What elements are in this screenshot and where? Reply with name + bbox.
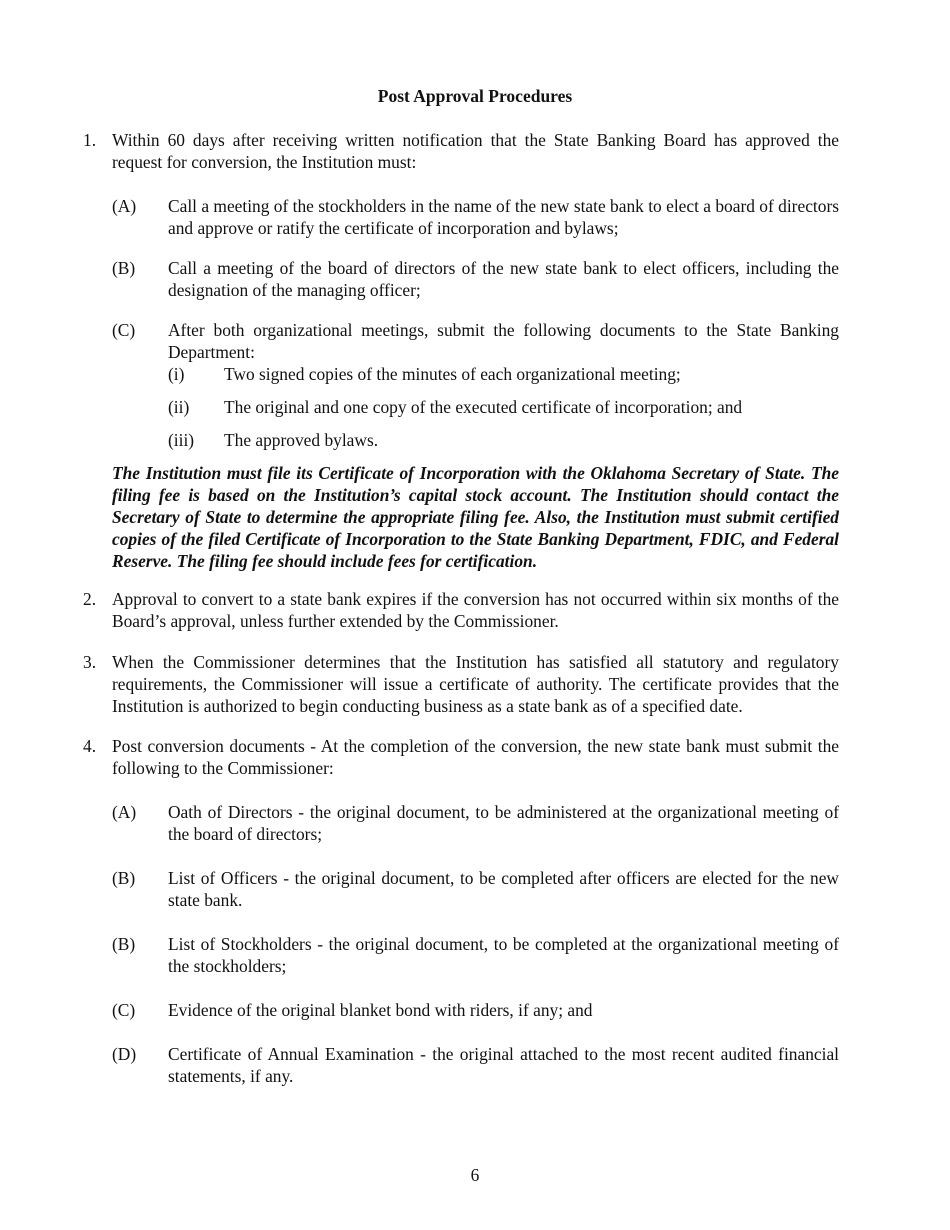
subitem-text: After both organizational meetings, submit the following documents to the State Banking Department: [168, 320, 839, 362]
item-text: Within 60 days after receiving written notification that the State Banking Board has approved the request for conversion, the Institution must: [112, 130, 839, 172]
subitem-label: (D) [112, 1044, 137, 1064]
subsubitem-label: (iii) [168, 430, 195, 450]
subitem-label: (A) [112, 802, 137, 822]
subitem-label: (C) [112, 1000, 136, 1020]
subitem-text: Call a meeting of the board of directors of the new state bank to elect officers, including the designation of the managing officer; [168, 258, 839, 300]
subitem-label: (B) [112, 934, 136, 954]
subsubitem-text: The approved bylaws. [224, 430, 379, 450]
page-title: Post Approval Procedures [377, 86, 573, 106]
item-number: 4. [83, 736, 97, 756]
subsubitem-label: (ii) [168, 397, 190, 417]
subitem-text: Evidence of the original blanket bond with riders, if any; and [168, 1000, 593, 1020]
subitem-label: (B) [112, 868, 136, 888]
subsubitem-text: The original and one copy of the executed certificate of incorporation; and [224, 397, 743, 417]
subitem-text: List of Stockholders - the original document, to be completed at the organizational meeting of the stockholders; [168, 934, 839, 976]
subitem-label: (A) [112, 196, 137, 216]
subitem-text: Call a meeting of the stockholders in the name of the new state bank to elect a board of directors and approve or ratify the certificate of incorporation and bylaws; [168, 196, 839, 238]
subsubitem-label: (i) [168, 364, 185, 384]
subitem-text: Certificate of Annual Examination - the original attached to the most recent audited financial statements, if any. [168, 1044, 839, 1086]
item-number: 3. [83, 652, 97, 672]
subsubitem-text: Two signed copies of the minutes of each organizational meeting; [224, 364, 681, 384]
item-text: When the Commissioner determines that the Institution has satisfied all statutory and regulatory requirements, the Commissioner will issue a certificate of authority. The certificate provides that the Institution is authorized to begin conducting business as a state bank as of a specified date. [112, 652, 839, 716]
subitem-label: (B) [112, 258, 136, 278]
item-number: 2. [83, 589, 97, 609]
item-text: Post conversion documents - At the completion of the conversion, the new state bank must submit the following to the Commissioner: [112, 736, 839, 778]
item-number: 1. [83, 130, 97, 150]
filing-note: The Institution must file its Certificate of Incorporation with the Oklahoma Secretary of State. The filing fee is based on the Institution’s capital stock account. The Institution should contact the Secretary of State to determine the appropriate filing fee. Also, the Institution must submit certified copies of the filed Certificate of Incorporation to the State Banking Department, FDIC, and Federal Reserve. The filing fee should include fees for certification. [112, 463, 839, 571]
page-number: 6 [470, 1165, 480, 1185]
subitem-label: (C) [112, 320, 136, 340]
subitem-text: Oath of Directors - the original document, to be administered at the organizational meeting of the board of directors; [168, 802, 839, 844]
item-text: Approval to convert to a state bank expires if the conversion has not occurred within six months of the Board’s approval, unless further extended by the Commissioner. [112, 589, 839, 631]
subitem-text: List of Officers - the original document, to be completed after officers are elected for the new state bank. [168, 868, 839, 910]
